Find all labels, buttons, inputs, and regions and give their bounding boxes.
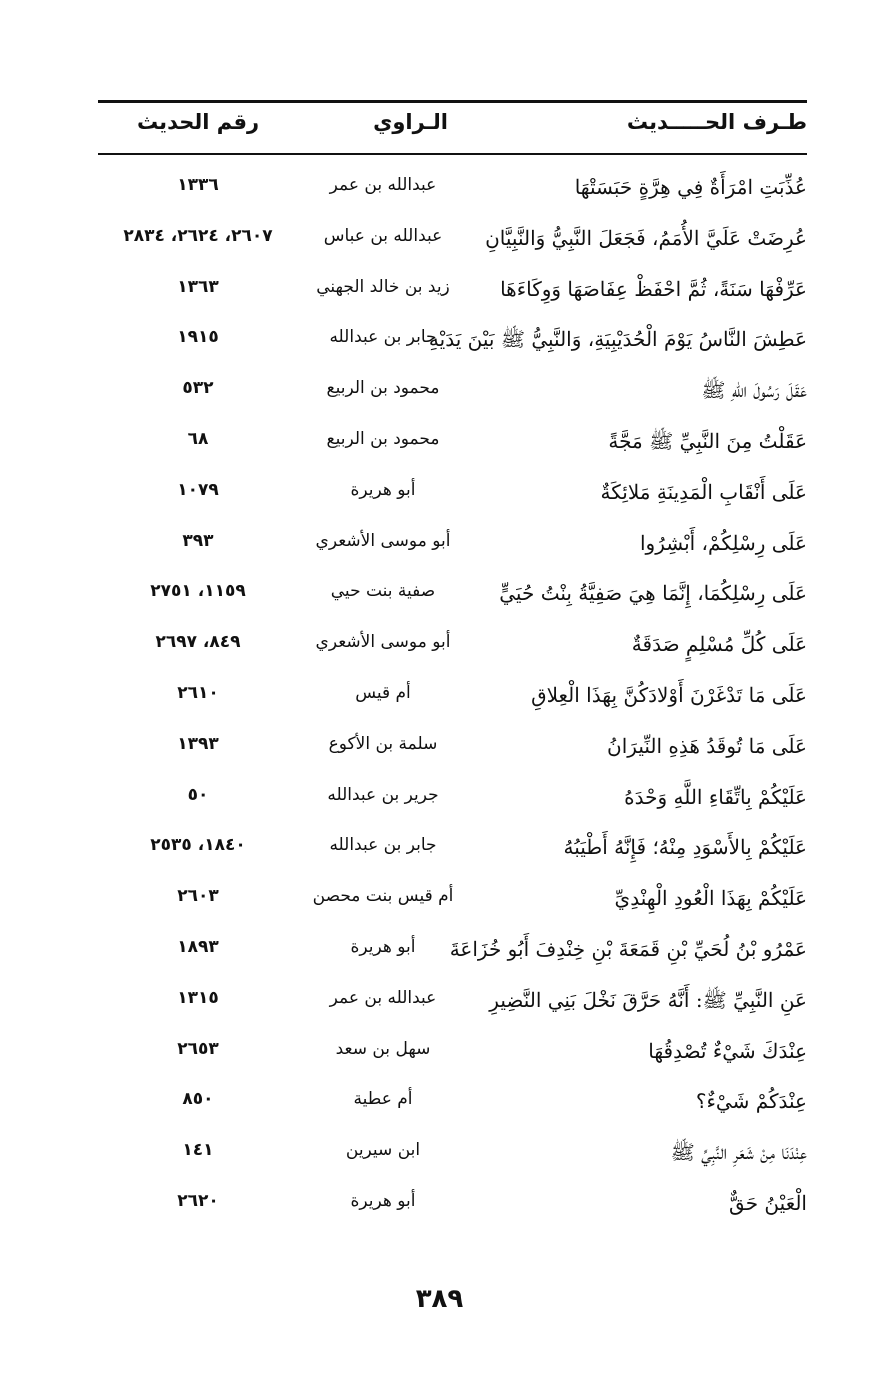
table-row: [98, 167, 807, 218]
index-table: [98, 167, 807, 1234]
hadith-text: عَلَى رِسْلِكُمَا، إِنَّمَا هِيَ صَفِيَّةُ بِنْتُ حُيَيٍّ: [499, 581, 807, 606]
hadith-text: عَلَى رِسْلِكُمْ، أَبْشِرُوا: [639, 530, 807, 555]
hadith-text: الْعَيْنُ حَقٌّ: [729, 1190, 807, 1215]
table-row: [98, 370, 807, 421]
hadith-number: ٥٠: [187, 784, 209, 805]
table-row: [98, 319, 807, 370]
table-row: [98, 421, 807, 472]
hadith-number: ١٣٣٦: [177, 175, 219, 195]
table-row: [98, 675, 807, 726]
hadith-text: عَلَى أَنْقَابِ الْمَدِينَةِ مَلائِكَةٌ: [600, 479, 807, 504]
narrator-name: زيد بن خالد الجهني: [316, 276, 450, 297]
table-row: [98, 472, 807, 523]
hadith-number: ٦٨: [187, 428, 209, 449]
hadith-number: ٨٤٩، ٢٦٩٧: [155, 632, 241, 653]
hadith-number: ١٨٩٣: [177, 936, 219, 957]
table-row: [98, 827, 807, 878]
narrator-name: سلمة بن الأكوع: [328, 733, 438, 754]
hadith-number: ٨٥٠: [182, 1089, 214, 1110]
table-row: [98, 218, 807, 269]
narrator-name: جابر بن عبدالله: [329, 835, 437, 856]
hadith-number: ١٣٩٣: [177, 733, 219, 754]
narrator-name: عبدالله بن عباس: [323, 225, 443, 246]
hadith-text: عِنْدَنَا مِنْ شَعَرِ النَّبِيِّ ﷺ: [670, 1140, 807, 1165]
hadith-number: ٢٦٠٣: [177, 886, 219, 907]
narrator-name: جرير بن عبدالله: [327, 784, 439, 805]
narrator-name: محمود بن الربيع: [326, 378, 440, 399]
hadith-text: عُذِّبَتِ امْرَأَةٌ فِي هِرَّةٍ حَبَسَتْهَا: [574, 175, 807, 199]
hadith-number: ٣٩٣: [182, 530, 214, 551]
hadith-text: عِنْدَكَ شَيْءٌ تُصْدِقُهَا: [648, 1038, 807, 1063]
hadith-number: ٢٦٥٣: [177, 1038, 219, 1059]
narrator-name: جابر بن عبدالله: [329, 327, 437, 348]
table-header: [98, 110, 807, 150]
hadith-number: ١٨٤٠، ٢٥٣٥: [150, 835, 246, 856]
table-row: [98, 1081, 807, 1132]
table-row: [98, 878, 807, 929]
hadith-number: ١٩١٥: [177, 327, 219, 348]
hadith-text: عِنْدَكُمْ شَيْءٌ؟: [695, 1089, 807, 1114]
hadith-number: ٥٣٢: [182, 378, 214, 399]
table-row: [98, 1132, 807, 1183]
hadith-number: ١٠٧٩: [177, 479, 219, 500]
hadith-number: ٢٦١٠: [177, 682, 219, 703]
hadith-text: عُرِضَتْ عَلَيَّ الأُمَمُ، فَجَعَلَ النَّبِيُّ وَالنَّبِيَّانِ: [485, 225, 807, 250]
hadith-number: ١١٥٩، ٢٧٥١: [150, 581, 246, 602]
hadith-text: عَلَيْكُمْ بِاتِّقَاءِ اللَّهِ وَحْدَهُ: [624, 784, 807, 809]
narrator-name: أم قيس: [355, 682, 411, 703]
header-number: رقم الحديث: [136, 110, 260, 134]
page-number: ٣٨٩: [415, 1284, 464, 1314]
table-row: [98, 777, 807, 828]
hadith-number: ١٣٦٣: [177, 276, 219, 297]
narrator-name: عبدالله بن عمر: [329, 175, 437, 195]
hadith-text: عَمْرُو بْنُ لُحَيِّ بْنِ قَمَعَةَ بْنِ خِنْدِفَ أَبُو خُزَاعَةَ: [449, 936, 807, 961]
table-row: [98, 269, 807, 320]
header-hadith: طـرف الحـــــديث: [626, 110, 807, 134]
top-rule: [98, 100, 807, 103]
table-row: [98, 929, 807, 980]
narrator-name: عبدالله بن عمر: [329, 987, 437, 1008]
hadith-text: عَقَلْتُ مِنَ النَّبِيِّ ﷺ مَجَّةً: [608, 428, 807, 453]
table-row: [98, 1183, 807, 1234]
hadith-number: ٢٦٠٧، ٢٦٢٤، ٢٨٣٤: [123, 225, 273, 246]
narrator-name: أبو هريرة: [350, 936, 416, 957]
narrator-name: أم عطية: [353, 1089, 413, 1110]
table-row: [98, 523, 807, 574]
table-row: [98, 573, 807, 624]
narrator-name: أبو موسى الأشعري: [315, 632, 451, 653]
narrator-name: محمود بن الربيع: [326, 428, 440, 449]
hadith-text: عَلَيْكُمْ بِهَذَا الْعُودِ الْهِنْدِيِّ: [614, 886, 807, 911]
hadith-text: عَلَيْكُمْ بِالأَسْوَدِ مِنْهُ؛ فَإِنَّهُ أَطْيَبُهُ: [563, 835, 807, 860]
header-rule: [98, 153, 807, 155]
hadith-text: عَلَى مَا تُوقَدُ هَذِهِ النِّيرَانُ: [607, 733, 807, 758]
hadith-text: عَنِ النَّبِيِّ ﷺ: أَنَّهُ حَرَّقَ نَخْلَ بَنِي النَّضِيرِ: [489, 987, 807, 1012]
header-narrator: الـراوي: [373, 110, 448, 134]
hadith-text: عَطِشَ النَّاسُ يَوْمَ الْحُدَيْبِيَةِ، وَالنَّبِيُّ ﷺ بَيْنَ يَدَيْهِ: [428, 327, 807, 352]
hadith-number: ١٤١: [182, 1140, 214, 1161]
narrator-name: ابن سيرين: [345, 1140, 421, 1161]
narrator-name: صفية بنت حيي: [330, 581, 436, 602]
table-row: [98, 980, 807, 1031]
narrator-name: أم قيس بنت محصن: [312, 886, 454, 907]
hadith-text: عَلَى مَا تَدْغَرْنَ أَوْلادَكُنَّ بِهَذَا الْعِلاقِ: [531, 682, 807, 707]
hadith-number: ١٣١٥: [177, 987, 219, 1008]
narrator-name: أبو هريرة: [350, 479, 416, 500]
hadith-text: عَرِّفْهَا سَنَةً، ثُمَّ احْفَظْ عِفَاصَهَا وَوِكَاءَهَا: [500, 276, 807, 301]
narrator-name: أبو موسى الأشعري: [315, 530, 451, 551]
table-row: [98, 726, 807, 777]
table-row: [98, 624, 807, 675]
table-row: [98, 1031, 807, 1082]
narrator-name: أبو هريرة: [350, 1190, 416, 1211]
hadith-number: ٢٦٢٠: [177, 1190, 219, 1211]
narrator-name: سهل بن سعد: [335, 1038, 431, 1059]
hadith-text: عَلَى كُلِّ مُسْلِمٍ صَدَقَةٌ: [631, 632, 807, 657]
hadith-text: عَقَلَ رَسُولَ اللهِ ﷺ: [701, 378, 807, 403]
